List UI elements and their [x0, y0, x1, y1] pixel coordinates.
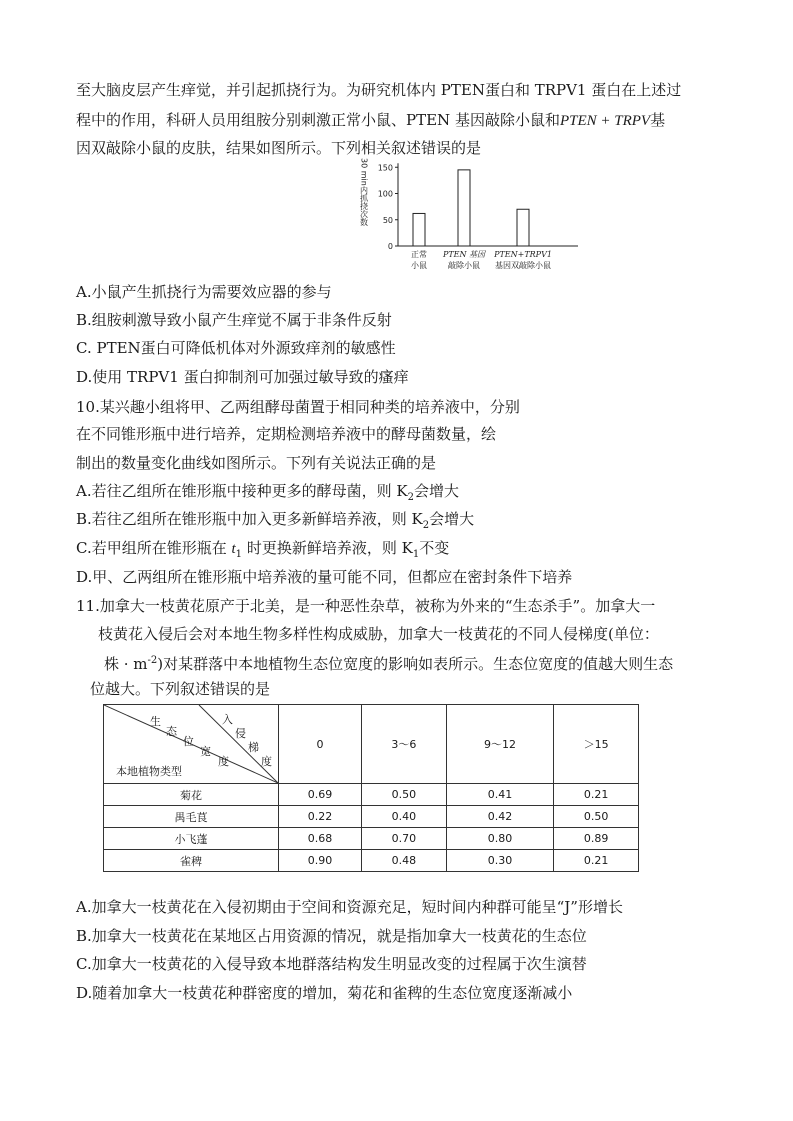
x-category-label: 基因双敲除小鼠	[495, 261, 551, 270]
q10-option-a-end: 会增大	[413, 482, 459, 500]
x-category-label: 小鼠	[411, 261, 427, 270]
q10-option-c-text: C.若甲组所在锥形瓶在	[76, 539, 227, 557]
niche-width-table	[103, 704, 639, 872]
q11-option-a: A.加拿大一枝黄花在入侵初期由于空间和资源充足，短时间内种群可能呈“J”形增长	[76, 898, 623, 916]
y-tick-label: 100	[377, 189, 393, 199]
q10-option-c-mid: 时更换新鲜培养液，则 K	[246, 539, 413, 557]
q10-stem-1: 10.某兴趣小组将甲、乙两组酵母菌置于相同种类的培养液中，分别	[76, 398, 520, 416]
k2-subscript: 2	[422, 520, 430, 531]
col-header: 3～6	[362, 705, 447, 784]
intro-line-1: 至大脑皮层产生痒觉，并引起抓挠行为。为研究机体内 PTEN蛋白和 TRPV1 蛋白在上述过	[76, 81, 682, 99]
y-tick-label: 0	[387, 242, 393, 251]
scratch-count-bar-chart	[360, 154, 580, 276]
q10-option-a	[76, 481, 459, 508]
q9-option-c: C. PTEN蛋白可降低机体对外源致痒剂的敏感性	[76, 339, 396, 357]
table-cell: 0.30	[446, 850, 554, 872]
q11-stem-2: 枝黄花入侵后会对本地生物多样性构成威胁，加拿大一枝黄花的不同人侵梯度(单位：	[98, 625, 659, 643]
table-corner-cell	[104, 705, 279, 784]
corner-invade-char: 侵	[235, 727, 246, 740]
table-cell: 0.90	[279, 850, 362, 872]
intro-formula: PTEN + TRPV	[559, 113, 651, 129]
x-category-label: PTEN+TRPV1	[494, 250, 552, 259]
q9-option-d: D.使用 TRPV1 蛋白抑制剂可加强过敏导致的瘙痒	[76, 368, 409, 386]
corner-niche-char: 宽	[200, 745, 211, 758]
table-cell: 0.42	[446, 806, 554, 828]
q11-stem-3-text: 株 · m	[104, 655, 148, 673]
q10-option-d: D.甲、乙两组所在锥形瓶中培养液的量可能不同，但都应在密封条件下培养	[76, 568, 573, 586]
col-header: 0	[279, 705, 362, 784]
q11-option-d: D.随着加拿大一枝黄花种群密度的增加，菊花和雀稗的生态位宽度逐渐减小	[76, 984, 573, 1002]
y-axis-label: 30 min内抓挠次数	[360, 158, 369, 226]
intro-line-3: 因双敲除小鼠的皮肤，结果如图所示。下列相关叙述错误的是	[76, 139, 482, 157]
q11-stem-4: 位越大。下列叙述错误的是	[90, 680, 271, 698]
q10-option-b-end: 会增大	[429, 510, 475, 528]
table-cell: 0.68	[279, 828, 362, 850]
corner-niche-char: 态	[166, 725, 177, 738]
q11-option-c: C.加拿大一枝黄花的入侵导致本地群落结构发生明显改变的过程属于次生演替	[76, 955, 587, 973]
intro-line-2-end: 基	[650, 111, 666, 129]
corner-invade-char: 入	[222, 713, 233, 726]
table-cell: 0.69	[279, 784, 362, 806]
q10-option-a-text: A.若往乙组所在锥形瓶中接种更多的酵母菌，则 K	[76, 482, 408, 500]
q11-stem-3-end: )对某群落中本地植物生态位宽度的影响如表所示。生态位宽度的值越大则生态	[157, 655, 674, 673]
bar	[517, 209, 529, 246]
table-cell: 0.48	[362, 850, 447, 872]
q10-option-b	[76, 509, 474, 536]
table-header-row	[104, 705, 639, 784]
x-category-label: PTEN 基因	[442, 250, 486, 259]
table-cell: 0.21	[554, 784, 639, 806]
row-label: 菊花	[104, 784, 279, 806]
q9-option-b: B.组胺刺激导致小鼠产生痒觉不属于非条件反射	[76, 311, 392, 329]
bar	[413, 213, 425, 246]
table-cell: 0.21	[554, 850, 639, 872]
table-row	[104, 806, 639, 828]
q11-stem-1: 11.加拿大一枝黄花原产于北美，是一种恶性杂草，被称为外来的“生态杀手”。加拿大一	[76, 597, 656, 615]
t1-subscript: 1	[235, 549, 243, 560]
table-row	[104, 784, 639, 806]
corner-invade-char: 度	[261, 755, 272, 768]
k2-subscript: 2	[407, 492, 414, 503]
col-header: ＞15	[554, 705, 639, 784]
row-label: 小飞蓬	[104, 828, 279, 850]
row-label: 雀稗	[104, 850, 279, 872]
q10-stem-2: 在不同锥形瓶中进行培养，定期检测培养液中的酵母菌数量，绘	[76, 425, 497, 443]
bar	[458, 170, 470, 246]
row-label: 禺毛茛	[104, 806, 279, 828]
table-row	[104, 828, 639, 850]
table-cell: 0.89	[554, 828, 639, 850]
table-cell: 0.41	[446, 784, 554, 806]
corner-niche-char: 位	[183, 735, 194, 748]
y-tick-label: 50	[382, 215, 393, 225]
q11-stem-3	[104, 651, 673, 674]
q10-option-c	[76, 538, 449, 565]
t1-symbol: t	[231, 541, 236, 557]
corner-niche-char: 生	[150, 715, 161, 728]
intro-line-2-text: 程中的作用，科研人员用组胺分别刺激正常小鼠、PTEN 基因敲除小鼠和	[76, 111, 560, 129]
table-row	[104, 850, 639, 872]
q10-stem-3: 制出的数量变化曲线如图所示。下列有关说法正确的是	[76, 454, 437, 472]
k1-subscript: 1	[412, 549, 420, 560]
intro-line-2	[76, 110, 665, 131]
table-cell: 0.40	[362, 806, 447, 828]
table-cell: 0.22	[279, 806, 362, 828]
q9-option-a: A.小鼠产生抓挠行为需要效应器的参与	[76, 283, 332, 301]
table-cell: 0.70	[362, 828, 447, 850]
table-cell: 0.50	[554, 806, 639, 828]
x-category-label: 正常	[411, 250, 427, 259]
corner-invade-char: 梯	[248, 741, 259, 754]
y-tick-label: 150	[377, 163, 393, 173]
col-header: 9～12	[446, 705, 554, 784]
x-category-label: 敲除小鼠	[448, 261, 480, 270]
q11-option-b: B.加拿大一枝黄花在某地区占用资源的情况，就是指加拿大一枝黄花的生态位	[76, 927, 587, 945]
corner-plant-type: 本地植物类型	[116, 765, 182, 778]
corner-niche-char: 度	[218, 755, 229, 768]
q10-option-c-end: 不变	[419, 539, 450, 557]
table-cell: 0.50	[362, 784, 447, 806]
table-cell: 0.80	[446, 828, 554, 850]
q10-option-b-text: B.若往乙组所在锥形瓶中加入更多新鲜培养液，则 K	[76, 510, 423, 528]
unit-superscript: -2	[147, 655, 158, 666]
